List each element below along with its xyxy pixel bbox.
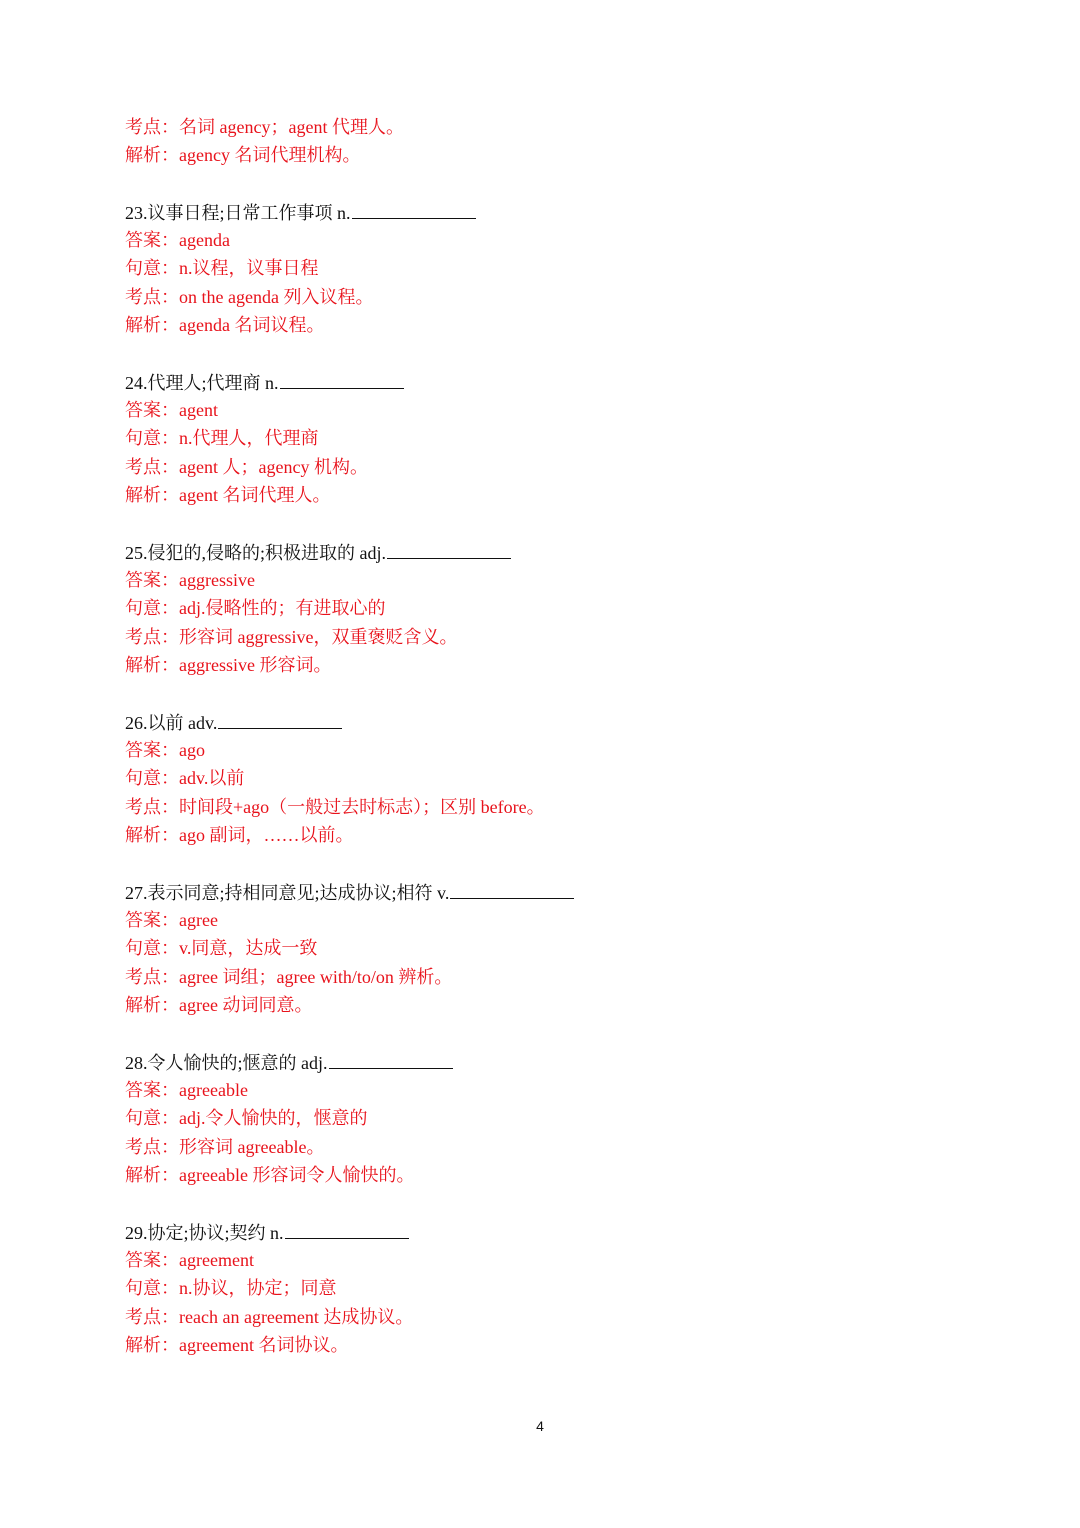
answer-29: 答案：agreement <box>125 1250 254 1270</box>
answer-blank <box>352 200 476 219</box>
meaning-29: 句意：n.协议，协定；同意 <box>125 1278 337 1298</box>
question-28 <box>125 1050 453 1075</box>
answer-27: 答案：agree <box>125 910 218 930</box>
question-text: 29.协定;协议;契约 n. <box>125 1223 284 1243</box>
meaning-28: 句意：adj.令人愉快的，惬意的 <box>125 1108 368 1128</box>
answer-28: 答案：agreeable <box>125 1080 248 1100</box>
question-text: 28.令人愉快的;惬意的 adj. <box>125 1053 328 1073</box>
question-29 <box>125 1220 409 1245</box>
answer-blank <box>280 370 404 389</box>
kaodian-24: 考点：agent 人；agency 机构。 <box>125 457 368 477</box>
kaodian-28: 考点：形容词 agreeable。 <box>125 1137 325 1157</box>
answer-25: 答案：aggressive <box>125 570 255 590</box>
answer-blank <box>387 540 511 559</box>
question-text: 23.议事日程;日常工作事项 n. <box>125 203 351 223</box>
meaning-25: 句意：adj.侵略性的；有进取心的 <box>125 598 386 618</box>
jiexi-29: 解析：agreement 名词协议。 <box>125 1335 349 1355</box>
page-number: 4 <box>536 1418 544 1434</box>
question-text: 24.代理人;代理商 n. <box>125 373 279 393</box>
question-text: 27.表示同意;持相同意见;达成协议;相符 v. <box>125 883 450 903</box>
jiexi-26: 解析：ago 副词，……以前。 <box>125 825 354 845</box>
kaodian-25: 考点：形容词 aggressive，双重褒贬含义。 <box>125 627 458 647</box>
question-23 <box>125 200 476 225</box>
meaning-23: 句意：n.议程，议事日程 <box>125 258 319 278</box>
kaodian-26: 考点：时间段+ago（一般过去时标志）；区别 before。 <box>125 797 545 817</box>
jiexi-23: 解析：agenda 名词议程。 <box>125 315 325 335</box>
question-text: 25.侵犯的,侵略的;积极进取的 adj. <box>125 543 386 563</box>
answer-blank <box>218 710 342 729</box>
intro-kaodian: 考点：名词 agency；agent 代理人。 <box>125 117 404 137</box>
question-27 <box>125 880 574 905</box>
intro-jiexi: 解析：agency 名词代理机构。 <box>125 145 361 165</box>
jiexi-24: 解析：agent 名词代理人。 <box>125 485 331 505</box>
answer-23: 答案：agenda <box>125 230 230 250</box>
kaodian-29: 考点：reach an agreement 达成协议。 <box>125 1307 414 1327</box>
question-25 <box>125 540 511 565</box>
answer-blank <box>285 1220 409 1239</box>
question-26 <box>125 710 342 735</box>
answer-blank <box>450 880 574 899</box>
answer-24: 答案：agent <box>125 400 218 420</box>
question-24 <box>125 370 404 395</box>
meaning-24: 句意：n.代理人，代理商 <box>125 428 319 448</box>
kaodian-27: 考点：agree 词组；agree with/to/on 辨析。 <box>125 967 453 987</box>
meaning-27: 句意：v.同意，达成一致 <box>125 938 318 958</box>
question-text: 26.以前 adv. <box>125 713 218 733</box>
answer-26: 答案：ago <box>125 740 205 760</box>
kaodian-23: 考点：on the agenda 列入议程。 <box>125 287 374 307</box>
jiexi-28: 解析：agreeable 形容词令人愉快的。 <box>125 1165 415 1185</box>
meaning-26: 句意：adv.以前 <box>125 768 245 788</box>
jiexi-25: 解析：aggressive 形容词。 <box>125 655 332 675</box>
answer-blank <box>329 1050 453 1069</box>
jiexi-27: 解析：agree 动词同意。 <box>125 995 313 1015</box>
